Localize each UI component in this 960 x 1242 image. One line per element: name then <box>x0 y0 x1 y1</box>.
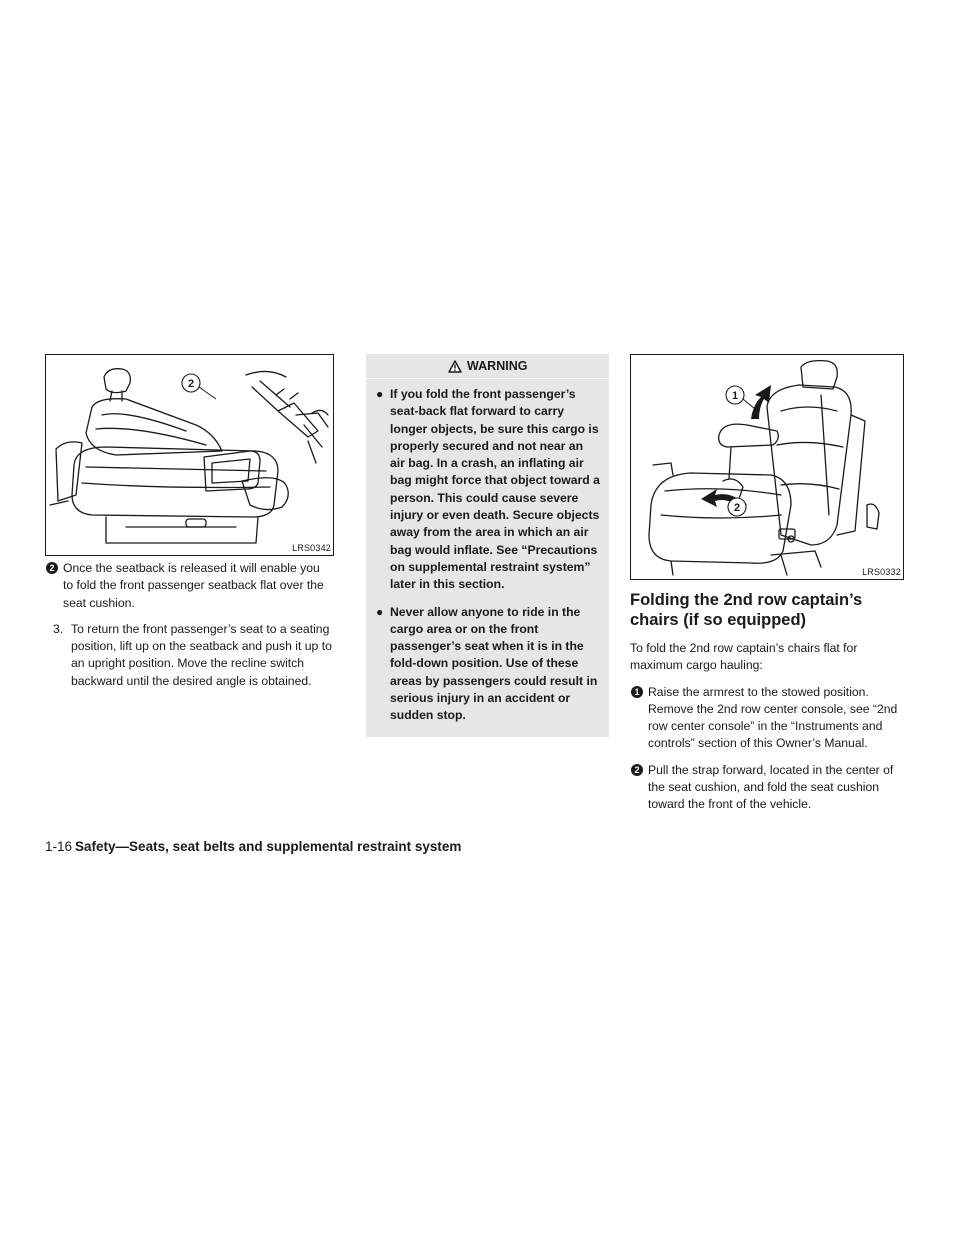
warning-bullet-cargo <box>374 386 601 594</box>
step-2-pull-strap <box>630 762 902 814</box>
step-3-text: To return the front passenger’s seat to a seating position, lift up on the seatback and push it up to an upright position. Move the recline switch backward until the desired angle is obtained. <box>71 621 332 688</box>
step-number-badge: 2 <box>46 562 58 574</box>
step-3-number: 3. <box>53 621 64 636</box>
page-number: 1-16 <box>45 839 73 854</box>
fold-seatback-illustration <box>45 354 334 556</box>
warning-bullet-riding <box>374 604 601 725</box>
warning-title: WARNING <box>467 359 528 373</box>
right-column <box>630 354 902 814</box>
figure-code: LRS0342 <box>292 543 331 553</box>
step-2-fold-seatback <box>45 560 332 612</box>
callout-2-label: 2 <box>187 378 195 390</box>
footer-section-title: Safety—Seats, seat belts and supplemental restraint system <box>75 839 462 854</box>
warning-box <box>366 354 609 737</box>
page-footer <box>45 839 461 854</box>
captain-chair-drawing <box>631 355 903 579</box>
step-number-badge: 1 <box>631 686 643 698</box>
warning-bullet-2-text: Never allow anyone to ride in the cargo area or on the front passenger’s seat when it is in the fold-down position. Use of these areas by passengers could result in serious injury in an accident or sudden stop. <box>390 604 598 723</box>
warning-triangle-icon <box>448 360 462 373</box>
step-number-badge: 2 <box>631 764 643 776</box>
left-column <box>45 354 332 690</box>
callout-1-label: 1 <box>731 390 739 402</box>
callout-2-label: 2 <box>733 502 741 514</box>
section-heading: Folding the 2nd row captain’s chairs (if so equipped) <box>630 591 863 629</box>
warning-column <box>366 354 609 737</box>
seat-drawing <box>46 355 333 555</box>
captain-chair-illustration <box>630 354 904 580</box>
step-2-text: Once the seatback is released it will enable you to fold the front passenger seatback flat over the seat cushion. <box>63 561 324 610</box>
figure-code: LRS0332 <box>862 567 901 577</box>
bullet-icon: ● <box>376 604 384 619</box>
step-2-text: Pull the strap forward, located in the center of the seat cushion, and fold the seat cushion toward the front of the vehicle. <box>648 762 894 812</box>
warning-bullet-1-text: If you fold the front passenger’s seat-back flat forward to carry longer objects, be sure this cargo is properly secured and not near an air bag. In a crash, an inflating air bag might force that object toward a person. This could cause severe injury or even death. Secure objects away from the area in which an air bag would inflate. See “Precautions on supplemental restraint system” later in this section. <box>390 387 600 592</box>
bullet-icon: ● <box>376 387 384 401</box>
step-1-text: Raise the armrest to the stowed position. Remove the 2nd row center console, see “2nd row center console” in the “Instruments and controls” section of this Owner’s Manual. <box>648 684 898 751</box>
warning-header <box>366 354 609 379</box>
section-intro: To fold the 2nd row captain’s chairs flat for maximum cargo hauling: <box>630 641 858 673</box>
step-1-raise-armrest <box>630 684 902 753</box>
step-3-return-seat <box>45 621 332 690</box>
